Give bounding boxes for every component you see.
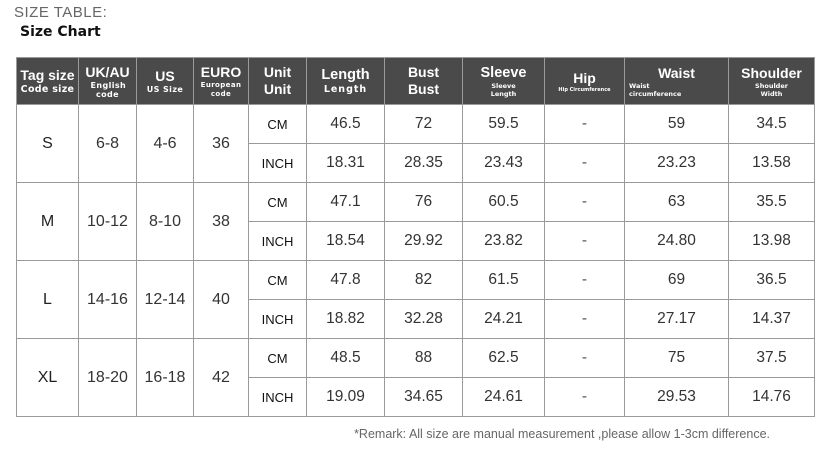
bust-cell: 82: [385, 261, 463, 300]
sleeve-cell: 61.5: [463, 261, 545, 300]
length-cell: 48.5: [307, 339, 385, 378]
length-cell: 18.54: [307, 222, 385, 261]
sleeve-cell: 23.82: [463, 222, 545, 261]
bust-cell: 76: [385, 183, 463, 222]
header-sublabel: US Size: [146, 85, 184, 94]
header-label: Unit: [263, 64, 292, 80]
sleeve-cell: 23.43: [463, 144, 545, 183]
shoulder-cell: 35.5: [729, 183, 815, 222]
waist-cell: 23.23: [625, 144, 729, 183]
us-cell: 8-10: [137, 183, 194, 261]
size-cell: XL: [17, 339, 79, 417]
remark-note: *Remark: All size are manual measurement ,please allow 1-3cm difference.: [354, 427, 770, 441]
bust-cell: 32.28: [385, 300, 463, 339]
bust-cell: 72: [385, 105, 463, 144]
size-cell: L: [17, 261, 79, 339]
page-title: SIZE TABLE:: [14, 4, 108, 21]
header-label: US: [155, 68, 175, 84]
hip-cell: -: [545, 261, 625, 300]
header-uk-au: [79, 58, 137, 105]
length-cell: 19.09: [307, 378, 385, 417]
bust-cell: 88: [385, 339, 463, 378]
uk-au-cell: 14-16: [79, 261, 137, 339]
bust-cell: 28.35: [385, 144, 463, 183]
sleeve-cell: 62.5: [463, 339, 545, 378]
waist-cell: 75: [625, 339, 729, 378]
us-cell: 12-14: [137, 261, 194, 339]
unit-cell: INCH: [249, 378, 307, 417]
shoulder-cell: 13.98: [729, 222, 815, 261]
sleeve-cell: 59.5: [463, 105, 545, 144]
unit-cell: INCH: [249, 144, 307, 183]
length-cell: 47.1: [307, 183, 385, 222]
header-label: EURO: [200, 63, 242, 80]
header-hip: [545, 58, 625, 105]
header-us: [137, 58, 194, 105]
unit-cell: INCH: [249, 300, 307, 339]
header-label: Sleeve: [480, 64, 527, 81]
us-cell: 4-6: [137, 105, 194, 183]
size-chart-subtitle: Size Chart: [20, 24, 101, 40]
header-tag-size: [17, 58, 79, 105]
bust-cell: 29.92: [385, 222, 463, 261]
bust-cell: 34.65: [385, 378, 463, 417]
header-sleeve: [463, 58, 545, 105]
sleeve-cell: 60.5: [463, 183, 545, 222]
sleeve-cell: 24.61: [463, 378, 545, 417]
hip-cell: -: [545, 183, 625, 222]
length-cell: 18.31: [307, 144, 385, 183]
uk-au-cell: 10-12: [79, 183, 137, 261]
waist-cell: 27.17: [625, 300, 729, 339]
hip-cell: -: [545, 222, 625, 261]
unit-cell: CM: [249, 105, 307, 144]
uk-au-cell: 18-20: [79, 339, 137, 417]
table-row: [17, 339, 815, 378]
waist-cell: 63: [625, 183, 729, 222]
unit-cell: CM: [249, 261, 307, 300]
header-sublabel: European code: [200, 80, 242, 98]
waist-cell: 24.80: [625, 222, 729, 261]
header-label: Waist: [658, 64, 695, 81]
length-cell: 47.8: [307, 261, 385, 300]
size-cell: M: [17, 183, 79, 261]
euro-cell: 42: [194, 339, 249, 417]
header-sublabel: Hip Circumference: [558, 86, 611, 93]
hip-cell: -: [545, 378, 625, 417]
waist-cell: 69: [625, 261, 729, 300]
header-shoulder: [729, 58, 815, 105]
size-cell: S: [17, 105, 79, 183]
sleeve-cell: 24.21: [463, 300, 545, 339]
hip-cell: -: [545, 300, 625, 339]
euro-cell: 40: [194, 261, 249, 339]
header-sublabel: Waist circumference: [629, 81, 682, 98]
euro-cell: 38: [194, 183, 249, 261]
header-label: Bust: [407, 64, 440, 80]
header-sublabel: Bust: [407, 81, 440, 97]
header-label: Hip: [573, 69, 596, 86]
header-unit: [249, 58, 307, 105]
us-cell: 16-18: [137, 339, 194, 417]
header-row: [17, 58, 815, 105]
shoulder-cell: 34.5: [729, 105, 815, 144]
header-waist: [625, 58, 729, 105]
header-label: UK/AU: [85, 63, 130, 80]
uk-au-cell: 6-8: [79, 105, 137, 183]
hip-cell: -: [545, 105, 625, 144]
header-euro: [194, 58, 249, 105]
hip-cell: -: [545, 144, 625, 183]
header-sublabel: Length: [323, 83, 368, 95]
unit-cell: INCH: [249, 222, 307, 261]
shoulder-cell: 14.76: [729, 378, 815, 417]
table-row: [17, 105, 815, 144]
header-sublabel: Unit: [263, 81, 292, 97]
header-sublabel: English code: [90, 80, 127, 99]
header-label: Shoulder: [741, 64, 802, 81]
header-sublabel: Shoulder Width: [755, 81, 788, 98]
length-cell: 18.82: [307, 300, 385, 339]
size-table: [16, 57, 815, 417]
shoulder-cell: 36.5: [729, 261, 815, 300]
header-sublabel: Sleeve Length: [490, 81, 517, 98]
shoulder-cell: 37.5: [729, 339, 815, 378]
shoulder-cell: 13.58: [729, 144, 815, 183]
length-cell: 46.5: [307, 105, 385, 144]
header-label: Length: [321, 66, 370, 83]
waist-cell: 59: [625, 105, 729, 144]
unit-cell: CM: [249, 339, 307, 378]
table-row: [17, 183, 815, 222]
shoulder-cell: 14.37: [729, 300, 815, 339]
header-label: Tag size: [20, 66, 75, 83]
header-bust: [385, 58, 463, 105]
header-sublabel: Code size: [20, 83, 75, 95]
header-length: [307, 58, 385, 105]
table-row: [17, 261, 815, 300]
hip-cell: -: [545, 339, 625, 378]
unit-cell: CM: [249, 183, 307, 222]
waist-cell: 29.53: [625, 378, 729, 417]
euro-cell: 36: [194, 105, 249, 183]
